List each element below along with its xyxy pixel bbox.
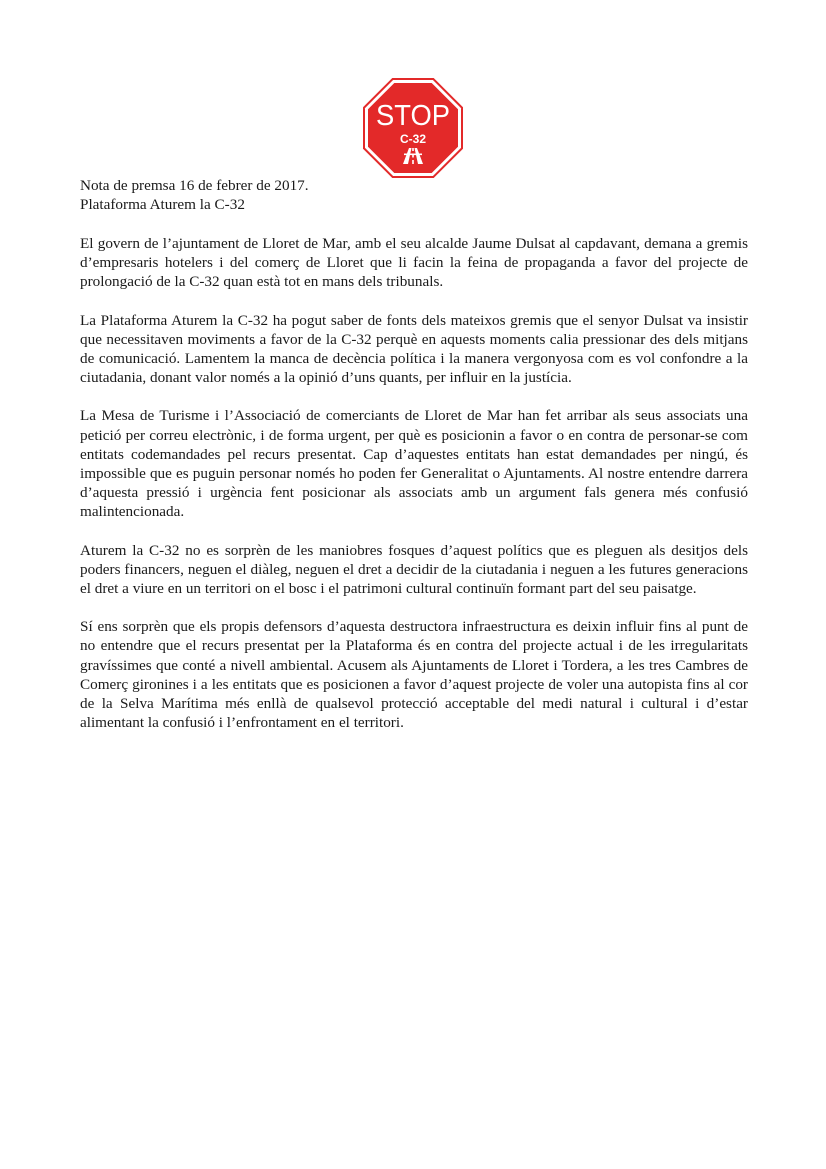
press-release-author: Plataforma Aturem la C-32 bbox=[80, 196, 245, 214]
stop-sign-icon bbox=[363, 78, 463, 178]
stop-c32-logo bbox=[363, 78, 463, 178]
paragraph-3: La Mesa de Turisme i l’Associació de comerciants de Lloret de Mar han fet arribar als seus associats una petició per correu electrònic, i de forma urgent, per què es posicionin a favor o en contra de personar-se com entitats codemandades pel recurs presentat. Cap d’aquestes entitats han estat demandades per ningú, és impossible que es puguin personar només ho poden fer Generalitat o Ajuntaments. Al nostre entendre darrera d’aquesta pressió i urgència fent posicionar als associats amb un argument fals genera més confusió malintencionada. bbox=[80, 407, 748, 521]
paragraph-5: Sí ens sorprèn que els propis defensors d’aquesta destructora infraestructura es deixin influir fins al punt de no entendre que el recurs presentat per la Plataforma és en contra del projecte actual i de les irregularitats gravíssimes que conté a nivell ambiental. Acusem als Ajuntaments de Lloret i Tordera, a les tres Cambres de Comerç gironines i a les entitats que es posicionen a favor d’aquest projecte de voler una autopista fins al cor de la Selva Marítima més enllà de qualsevol protecció acceptable del medi natural i cultural i d’estar alimentant la confusió i l’enfrontament en el territori. bbox=[80, 618, 748, 732]
paragraph-1: El govern de l’ajuntament de Lloret de Mar, amb el seu alcalde Jaume Dulsat al capdavant, demana a gremis d’empresaris hotelers i del comerç de Lloret que li facin la feina de propaganda a favor del projecte de prolongació de la C-32 quan està tot en mans dels tribunals. bbox=[80, 234, 748, 291]
paragraph-4: Aturem la C-32 no es sorprèn de les maniobres fosques d’aquest polítics que es pleguen als desitjos dels poders financers, neguen el diàleg, neguen el dret a decidir de la ciutadania i neguen a les futures generacions el dret a viure en un territori on el bosc i el patrimoni cultural continuïn formant part del seu paisatge. bbox=[80, 541, 748, 597]
stop-text: STOP bbox=[376, 100, 450, 132]
paragraph-2: La Plataforma Aturem la C-32 ha pogut saber de fonts dels mateixos gremis que el senyor Dulsat va insistir que necessitaven moviments a favor de la C-32 perquè en aquests moments calia pressionar des dels mitjans de comunicació. Lamentem la manca de decència política i la manera vergonyosa com es vol confondre a la ciutadania, donant valor només a la opinió d’uns quants, per influir en la justícia. bbox=[80, 311, 748, 387]
road-code-text: C-32 bbox=[399, 132, 427, 146]
press-release-date: Nota de premsa 16 de febrer de 2017. bbox=[80, 177, 309, 194]
press-release-body bbox=[80, 176, 748, 732]
